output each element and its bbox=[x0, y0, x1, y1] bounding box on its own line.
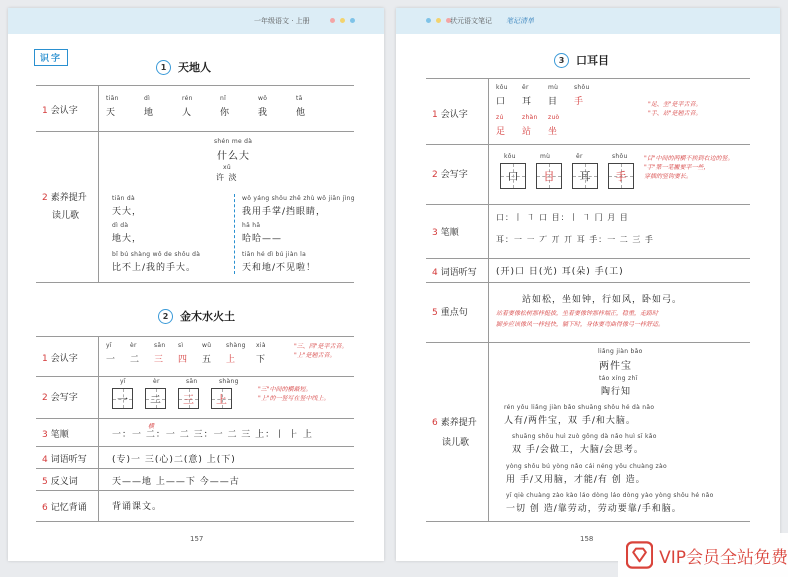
lesson2-row-recite: 6 记忆背诵 bbox=[36, 490, 354, 522]
page-number: 158 bbox=[580, 535, 594, 543]
lesson2-row-stroke: 3 笔顺 bbox=[36, 418, 354, 446]
lesson3-row-write: 2 会写字 bbox=[426, 144, 750, 204]
poem-title: 什么大 bbox=[217, 151, 250, 162]
poem-author: 许 淡 bbox=[216, 173, 238, 182]
writing-grid: 耳 bbox=[572, 163, 598, 189]
writing-grid: 手 bbox=[608, 163, 634, 189]
lesson1-chars-row: 天 地 人 你 我 他 bbox=[106, 108, 307, 118]
page-number: 157 bbox=[190, 535, 204, 543]
lesson3-row-dictation: 4 词语听写 bbox=[426, 258, 750, 282]
lesson2-row-write: 2 会写字 bbox=[36, 376, 354, 418]
writing-grid: 三 bbox=[178, 388, 199, 409]
lesson-2-title: 2 金木水火土 bbox=[158, 308, 235, 324]
poem-author: 陶行知 bbox=[601, 387, 632, 397]
gem-logo-icon bbox=[626, 540, 653, 570]
writing-grid: 二 bbox=[145, 388, 166, 409]
writing-grid: 上 bbox=[211, 388, 232, 409]
lesson3-row-recognize: 1 会认字 bbox=[426, 78, 750, 144]
lesson3-row-keysentence: 5 重点句 bbox=[426, 282, 750, 342]
lesson-title-text: 天地人 bbox=[178, 61, 211, 74]
left-running-title: 一年级语文 · 上册 bbox=[254, 17, 310, 25]
writing-grid: 一 bbox=[112, 388, 133, 409]
watermark-text: VIP会员全站免费 bbox=[659, 547, 788, 568]
lesson2-row-dictation: 4 词语听写 bbox=[36, 446, 354, 468]
lesson2-row-antonym: 5 反义词 bbox=[36, 468, 354, 490]
lesson3-row-extend: 6 素养提升 读儿歌 bbox=[426, 342, 750, 522]
lesson-1-title bbox=[156, 59, 211, 75]
vip-watermark[interactable] bbox=[618, 533, 788, 577]
lesson-number: 1 bbox=[156, 60, 171, 75]
lesson1-row-recognize: 1 会认字 bbox=[36, 85, 354, 131]
lesson1-row-extend: 2 素养提升 读儿歌 bbox=[36, 131, 354, 283]
notes-tab-label: 笔记清单 bbox=[506, 17, 534, 25]
handwritten-note: "三、四"是平舌音。 "上"是翘舌音。 bbox=[294, 343, 348, 359]
right-running-title: 状元语文笔记 bbox=[450, 17, 492, 25]
lesson-3-title: 3 口耳目 bbox=[554, 52, 609, 68]
left-page: 一年级语文 · 上册 识字 1 天地人 1 会认字 tiān dì rén nǐ wǒ tā 天 地 人 你 我 他 2 素养提升 读儿歌 shén me dà 什么大 xǔ 许 淡 tiān dà 天大， dì dà 地大， bǐ bú shàng wǒ de shǒu dà 比不上/我的手大。 wǒ yáng shǒu zhē zhù wǒ jiān jìng 我用手掌/挡眼睛， hā hā 哈哈—— tiān hé dì bú jiàn la 天和地/不见啦！ 2 金木水火土 1 会认字 yī èr sān sì wǔ shàng xià 一 二 三 四 五 上 下 "三、四"是平舌音。 "上"是翘舌音。 2 会写字 yī èr sān shàng 一 二 三 上 "三"中间的横最短。 "上"的一竖写在竖中线上。 3 笔顺 一：一 二：一 二 三：一 二 三 上：丨 ⺊ 上 横 4 词语听写 (专)一 三(心)二(意) 上(下) 5 反义词 天——地 上——下 今——古 6 记忆背诵 背诵课文。 157 bbox=[8, 8, 384, 561]
left-header-band bbox=[8, 8, 384, 34]
lesson2-row-recognize: 1 会认字 bbox=[36, 336, 354, 376]
lesson1-pinyin-row: tiān dì rén nǐ wǒ tā bbox=[106, 95, 303, 102]
header-dots bbox=[330, 18, 355, 23]
poem-title: 两件宝 bbox=[599, 361, 632, 372]
writing-grid: 口 bbox=[500, 163, 526, 189]
writing-grid: 目 bbox=[536, 163, 562, 189]
right-page: 状元语文笔记 笔记清单 3 口耳目 1 会认字 kǒu ěr mù shǒu 口 耳 目 手 zú zhàn zuò 足 站 坐 "足、坐"是平舌音。 "手、站"是翘舌音。 2 会写字 kǒu mù ěr shǒu 口 目 耳 手 "目"中间的两横不挨到右边的竖。 "手"第一笔撇要平一些， 穿插的竖钩要长。 3 笔顺 口：丨 ㇕ 口 目：丨 ㇕ 冂 月 目 耳：一 ㇐ 丆 丌 丌 耳 手：一 二 三 手 4 词语听写 (开)口 日(光) 耳(朵) 手(工) 5 重点句 站如松，坐如钟，行如风，卧如弓。 站着要像松树那样挺拔，坐着要像钟那样端正，稳重，走路时 脚步应该像风一样轻快，躺下时，身体要弯曲得像弓一样舒适。 6 素养提升 读儿歌 liǎng jiàn bǎo 两件宝 táo xíng zhī 陶行知 rén yǒu liǎng jiàn bǎo shuāng shǒu hé dà nǎo 人有/两件宝，双 手/和大脑。 shuāng shǒu huì zuò gōng dà nǎo huì sī kǎo 双 手/会做工，大脑/会思考。 yòng shǒu bú yòng nǎo cái néng yǒu chuàng zào 用 手/又用脑，才能/有 创 造。 yī qiè chuàng zào kào láo dòng láo dòng yào yòng shǒu hé nǎo 一切 创 造/靠劳动，劳动要靠/手和脑。 158 bbox=[396, 8, 780, 561]
section-tag: 识字 bbox=[34, 49, 68, 66]
lesson3-row-stroke: 3 笔顺 bbox=[426, 204, 750, 258]
